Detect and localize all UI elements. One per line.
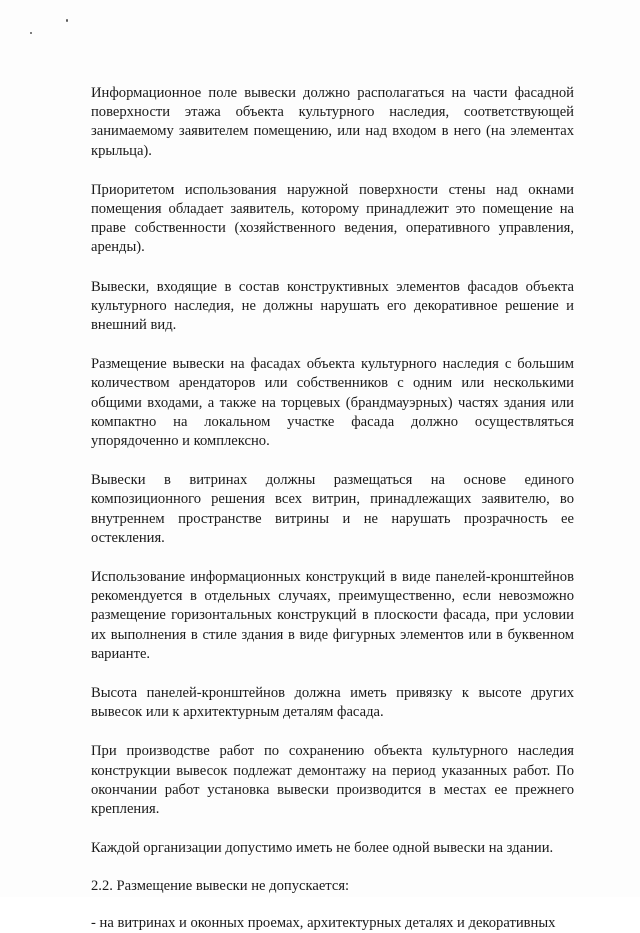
- scan-speck: [30, 32, 32, 34]
- paragraph-shop-windows: Вывески в витринах должны размещаться на основе единого композиционного решения всех витрин, принадлежащих заявителю, во внутреннем пространстве витрины и не нарушать прозрачность ее остекления.: [91, 472, 574, 546]
- paragraph-structural-signs: Вывески, входящие в состав конструктивных элементов фасадов объекта культурного наследия, не должны нарушать его декоративное решение и внешний вид.: [91, 278, 574, 334]
- paragraph-info-field: Информационное поле вывески должно располагаться на части фасадной поверхности этажа объекта культурного наследия, соответствующей занимаемому заявителем помещению, или над входом в него (на элементах крыльца).: [91, 85, 574, 159]
- scan-speck: [66, 19, 68, 22]
- paragraph-multiple-tenants: Размещение вывески на фасадах объекта культурного наследия с большим количеством арендаторов или собственников с одним или несколькими общими входами, а также на торцевых (брандмауэрных) частях здания или компактно на локальном участке фасада должно осуществляться упорядоченно и комплексно.: [91, 356, 574, 450]
- section-heading-2-2: 2.2. Размещение вывески не допускается:: [91, 877, 350, 894]
- list-item-windows: - на витринах и оконных проемах, архитектурных деталях и декоративных: [91, 914, 556, 931]
- paragraph-dismantling: При производстве работ по сохранению объекта культурного наследия конструкции вывесок подлежат демонтажу на период указанных работ. По окончании работ установка вывески производится в местах ее прежнего крепления.: [91, 743, 574, 818]
- paragraph-one-sign: Каждой организации допустимо иметь не более одной вывески на здании.: [91, 840, 554, 857]
- document-body: [91, 84, 574, 933]
- paragraph-bracket-panels: Использование информационных конструкций в виде панелей-кронштейнов рекомендуется в отдельных случаях, преимущественно, если невозможно размещение горизонтальных конструкций в плоскости фасада, при условии их выполнения в стиле здания в виде фигурных элементов или в буквенном варианте.: [91, 569, 574, 662]
- paragraph-bracket-height: Высота панелей-кронштейнов должна иметь привязку к высоте других вывесок или к архитектурным деталям фасада.: [91, 685, 574, 721]
- paragraph-priority: Приоритетом использования наружной поверхности стены над окнами помещения обладает заявитель, которому принадлежит это помещение на праве собственности (хозяйственного ведения, оперативного управления, аренды).: [91, 181, 574, 256]
